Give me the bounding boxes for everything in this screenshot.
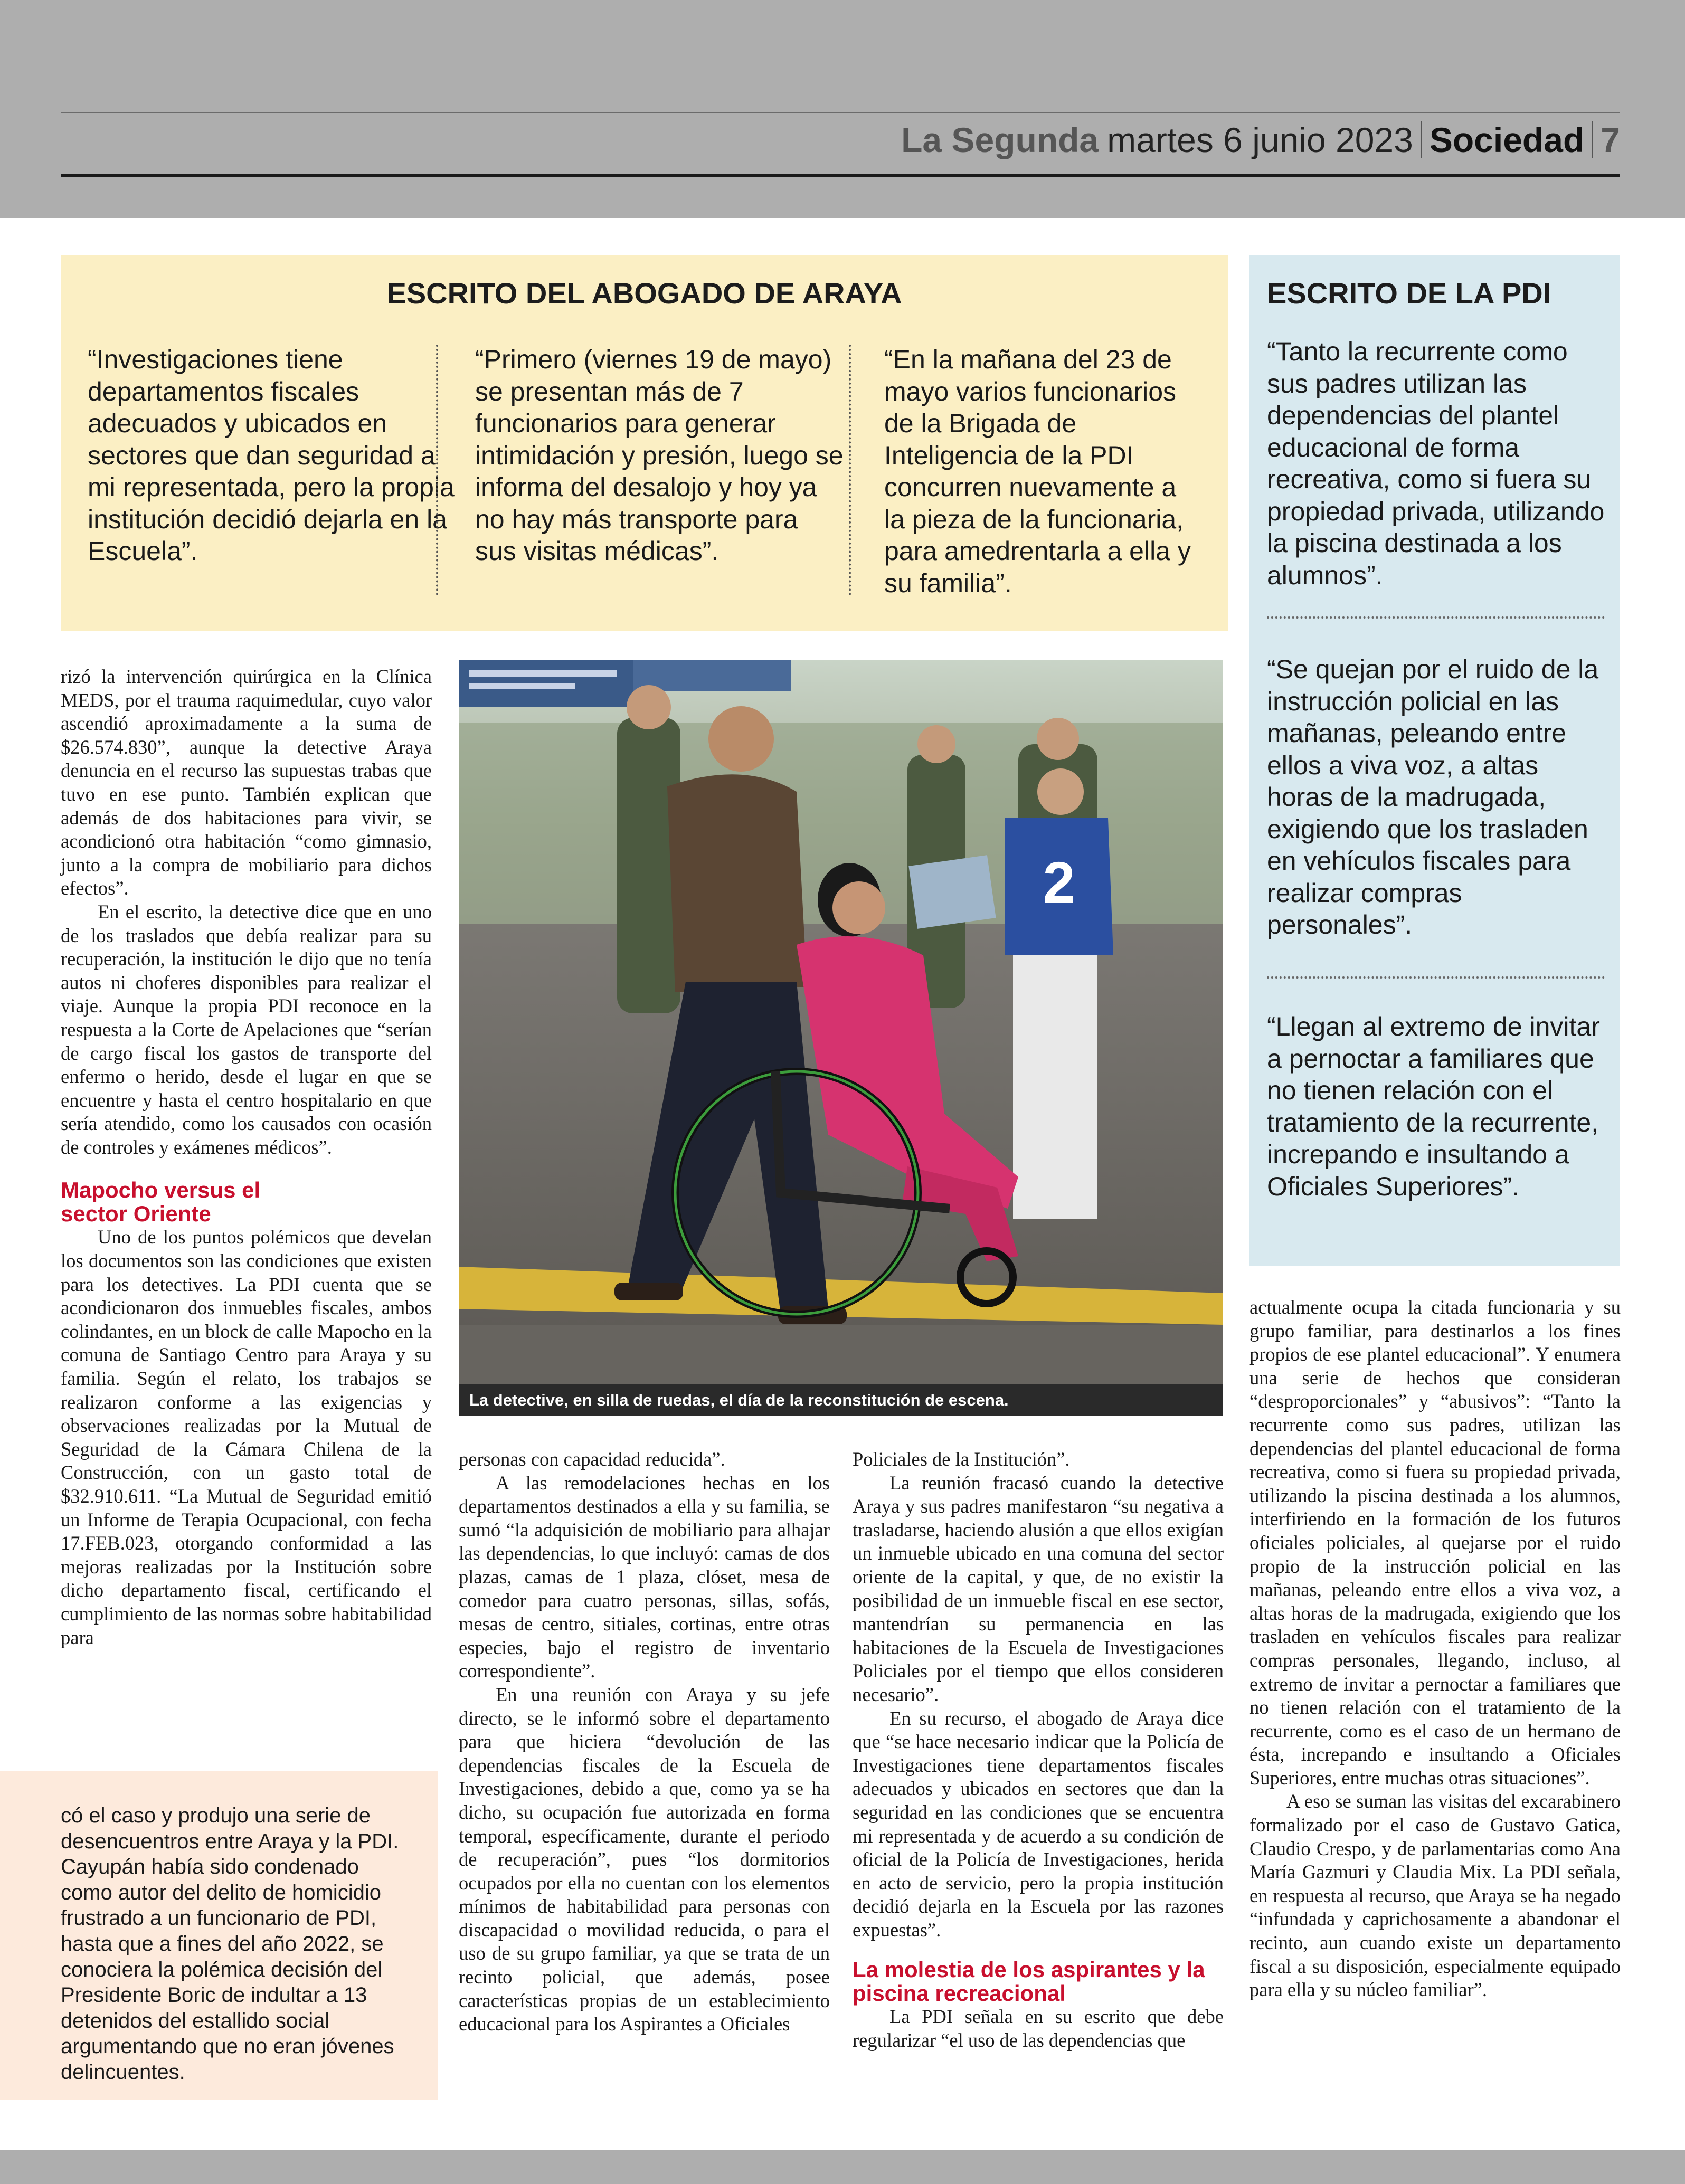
- quote-divider: [436, 345, 438, 595]
- lawyer-box-title: ESCRITO DEL ABOGADO DE ARAYA: [386, 277, 902, 310]
- pdi-box-title: ESCRITO DE LA PDI: [1267, 277, 1551, 310]
- pdi-quote-2: “Se quejan por el ruido de la instrucción policial en las mañanas, peleando entre ellos a viva voz, a altas horas de la madrugada, exigiendo que los trasladen en vehículos fiscales para realizar compras personales”.: [1267, 654, 1599, 939]
- lawyer-quote-3: “En la mañana del 23 de mayo varios funcionarios de la Brigada de Inteligencia de la PDI concurren nuevamente a la pieza de la funcionaria, para amedrentarla a ella y su familia”.: [884, 345, 1191, 598]
- photo-scene: [459, 660, 1223, 1416]
- quote-divider: [849, 345, 851, 595]
- paragraph: personas con capacidad reducida”.: [459, 1448, 725, 1470]
- related-story-text: có el caso y produjo una serie de desencuentros entre Araya y la PDI. Cayupán había sido condenado como autor del delito de homicidio frustrado a un funcionario de PDI, hasta que a fines del año 2022, se conociera la polémica decisión del Presidente Boric de indultar a 13 detenidos del estallido social argumentando que no eran jóvenes delincuentes.: [61, 1804, 399, 2084]
- issue-date: martes 6 junio 2023: [1107, 120, 1413, 159]
- article-photo: [459, 660, 1223, 1416]
- section-name: Sociedad: [1429, 120, 1585, 159]
- paragraph: Policiales de la Institución”.: [853, 1448, 1070, 1470]
- masthead-top-rule: [61, 112, 1620, 113]
- article-column-1: [61, 665, 432, 1649]
- masthead-separator: [1592, 121, 1593, 158]
- article-column-4: [1249, 1296, 1621, 2002]
- paragraph: A eso se suman las visitas del excarabinero formalizado por el caso de Gustavo Gatica, Claudio Crespo, y de parlamentarias como Ana María Gazmuri y Claudia Mix. La PDI señala, en respuesta al recurso, que Araya se ha negado “infundada y caprichosamente a abandonar el recinto, aun cuando existe un departamento fiscal a su disposición, especialmente equipado para ella y su núcleo familiar”.: [1249, 1790, 1621, 2001]
- related-story-box: [0, 1771, 438, 2100]
- paragraph: La PDI señala en su escrito que debe regularizar “el uso de las dependencias que: [853, 2006, 1224, 2052]
- photo-caption: La detective, en silla de ruedas, el día de la reconstitución de escena.: [459, 1384, 1223, 1416]
- subheading-mapocho: Mapocho versus el sector Oriente: [61, 1178, 261, 1227]
- newspaper-name: La Segunda: [901, 120, 1099, 159]
- paragraph: Uno de los puntos polémicos que develan los documentos son las condiciones que existen para los detectives. La PDI cuenta que se acondicionaron dos inmuebles fiscales, ambos colindantes, en un block de calle Mapocho en la comuna de Santiago Centro para Araya y su familia. Según el relato, los trabajos se realizaron conforme a las exigencias y observaciones realizadas por la Mutual de Seguridad de la Cámara Chilena de la Construcción, con un gasto total de $32.910.611. “La Mutual de Seguridad emitió un Informe de Terapia Ocupacional, con fecha 17.FEB.023, otorgando conformidad a las mejoras realizadas por la Institución sobre dicho departamento fiscal, certificando el cumplimiento de las normas sobre habitabilidad para: [61, 1226, 432, 1648]
- lawyer-quotes-box: [61, 255, 1228, 631]
- article-column-2: [459, 1448, 830, 2036]
- paragraph: rizó la intervención quirúrgica en la Clínica MEDS, por el trauma raquimedular, cuyo valor ascendió aproximadamente a la suma de $26.574.830”, aunque la detective Araya denuncia en el recurso las supuestas trabas que tuvo en ese punto. También explican que además de dos habitaciones para vivir, se acondicionó otra habitación “como gimnasio, junto a la compra de mobiliario para dichos efectos”.: [61, 666, 432, 899]
- pdi-quotes-box: [1249, 255, 1620, 1266]
- masthead-bottom-rule: [61, 174, 1620, 177]
- paragraph: En el escrito, la detective dice que en uno de los traslados que debía realizar para su recuperación, la institución le dijo que no tenía autos ni choferes disponibles para realizar el viaje. Aunque la propia PDI reconoce en la respuesta a la Corte de Apelaciones que “serían de cargo fiscal los gastos de transporte del enfermo o herido, desde el lugar en que se encuentre y hasta el centro hospitalario en que sería atendido, como los causados con ocasión de controles y exámenes médicos”.: [61, 900, 432, 1158]
- quote-divider: [1267, 616, 1605, 619]
- masthead: [901, 117, 1620, 163]
- paragraph: En su recurso, el abogado de Araya dice que “se hace necesario indicar que la Policía de Investigaciones tiene departamentos fiscales adecuados y ubicados en sectores que dan la seguridad en las condiciones que se encuentra mi representada y de acuerdo a su condición de oficial de la Policía de Investigaciones, herida en acto de servicio, pero la propia institución decidió dejarla en la Escuela por las razones expuestas”.: [853, 1707, 1224, 1941]
- subheading-aspirantes: La molestia de los aspirantes y la piscina recreacional: [853, 1957, 1205, 2006]
- lawyer-quote-2: “Primero (viernes 19 de mayo) se presentan más de 7 funcionarios para generar intimidación y presión, luego se informa del desalojo y hoy ya no hay más transporte para sus visitas médicas”.: [475, 345, 844, 566]
- lawyer-quote-1: “Investigaciones tiene departamentos fiscales adecuados y ubicados en sectores que dan seguridad a mi representada, pero la propia institución decidió dejarla en la Escuela”.: [88, 345, 455, 566]
- pdi-quote-3: “Llegan al extremo de invitar a pernoctar a familiares que no tienen relación con el tratamiento de la recurrente, increpando e insultando a Oficiales Superiores”.: [1267, 1012, 1600, 1201]
- quote-divider: [1267, 976, 1605, 979]
- pdi-quote-1: “Tanto la recurrente como sus padres utilizan las dependencias del plantel educacional de forma recreativa, como si fuera su propiedad privada, utilizando la piscina destinada a los alumnos”.: [1267, 337, 1605, 590]
- vest-number: 2: [1043, 850, 1075, 915]
- paragraph: actualmente ocupa la citada funcionaria y su grupo familiar, para destinarlos a los fines propios de ese plantel educacional”. Y enumera una serie de hechos que consideran “desproporcionales” y “abusivos”: “Tanto la recurrente como sus padres, utilizan las dependencias del plantel educacional de forma recreativa, como si fuera su propiedad privada, utilizando la piscina destinada a los alumnos, interfiriendo en la formación de los futuros oficiales policiales, al quejarse por el ruido propio de la instrucción policial en las mañanas, peleando entre ellos a viva voz, a altas horas de la madrugada, exigiendo que los trasladen en vehículos fiscales para realizar compras personales, llegando, incluso, al extremo de invitar a pernoctar a familiares que no tienen relación con el tratamiento de la recurrente, como es el caso de un hermano de ésta, increpando e insultando a Oficiales Superiores, entre muchas otras situaciones”.: [1249, 1296, 1621, 1789]
- page-number: 7: [1601, 120, 1620, 159]
- article-column-3: [853, 1448, 1224, 2053]
- paragraph: En una reunión con Araya y su jefe directo, se le informó sobre el departamento para que hiciera “devolución de las dependencias fiscales de la Escuela de Investigaciones, debido a que, como ya se ha dicho, su ocupación fue autorizada en forma temporal, específicamente, durante el periodo de recuperación”, pues “los dormitorios ocupados por ella no cuentan con los elementos mínimos de habitabilidad para personas con discapacidad o movilidad reducida, o para el uso de su grupo familiar, ya que se trata de un recinto policial, que además, posee características propias de un establecimiento educacional para los Aspirantes a Oficiales: [459, 1683, 830, 2035]
- masthead-separator: [1421, 121, 1422, 158]
- paragraph: A las remodelaciones hechas en los departamentos destinados a ella y su familia, se sumó “la adquisición de mobiliario para alhajar las dependencias, lo que incluyó: camas de dos plazas, camas de 1 plaza, clóset, mesa de comedor para cuatro personas, sillas, sofás, mesas de centro, sitiales, cortinas, entre otras especies, bajo el registro de inventario correspondiente”.: [459, 1471, 830, 1682]
- paragraph: La reunión fracasó cuando la detective Araya y sus padres manifestaron “su negativa a trasladarse, haciendo alusión a que ellos exigían un inmueble ubicado en una comuna del sector oriente de la capital, y que, de no existir la posibilidad de un inmueble fiscal en ese sector, mantendrían su permanencia en las habitaciones de la Escuela de Investigaciones Policiales por el tiempo que ellos consideren necesario”.: [853, 1471, 1224, 1705]
